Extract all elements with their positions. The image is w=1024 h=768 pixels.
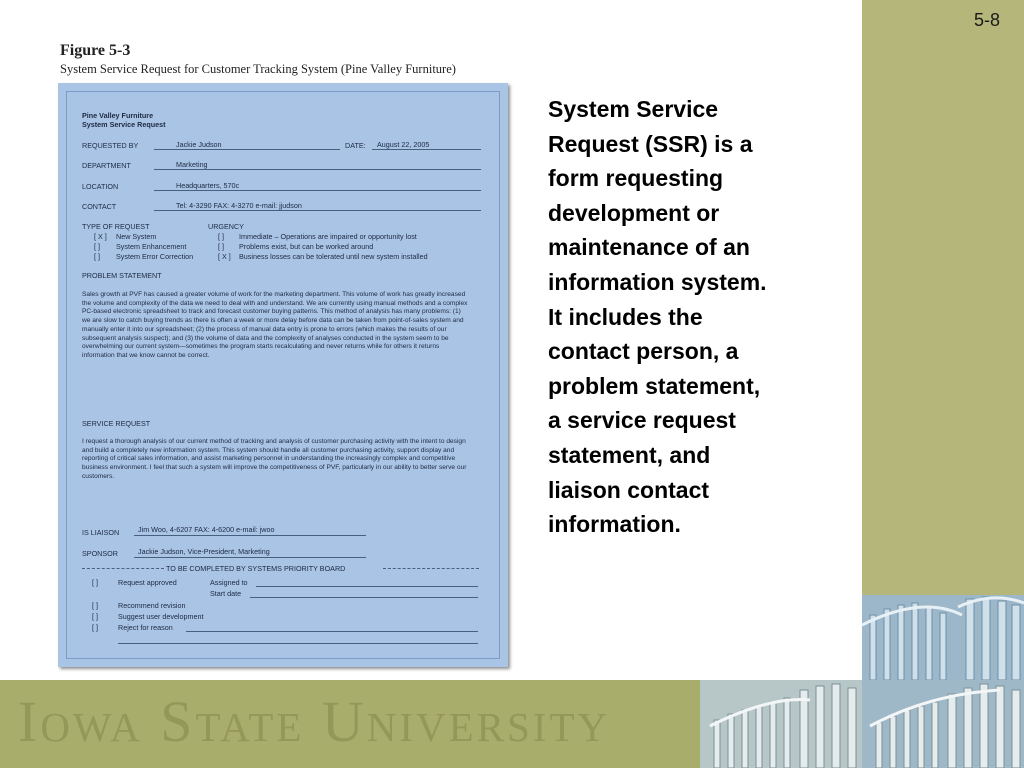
start-date-line [250,597,478,598]
form-border [66,91,500,659]
type-mark-2: [ ] [94,242,100,251]
urgency-mark-3: [ X ] [218,252,231,261]
board-label-2: Recommend revision [118,601,186,610]
contact-value: Tel: 4-3290 FAX: 4-3270 e-mail: jjudson [176,201,302,210]
type-label-1: New System [116,232,157,241]
urgency-label-2: Problems exist, but can be worked around [239,242,374,251]
type-label-2: System Enhancement [116,242,187,251]
location-line [154,190,481,191]
start-date-label: Start date [210,589,242,598]
form-company: Pine Valley Furniture [82,111,154,120]
service-request-heading: SERVICE REQUEST [82,419,151,428]
type-label-3: System Error Correction [116,252,194,261]
service-request-text: I request a thorough analysis of our current method of tracking and analysis of customer purchasing activity with the intent to design and build a completely new information system. This system should handle all customer purchasing activity, support display and reporting of critical sales information, and assist marketing personnel in understanding the increasingly complex and competitive business environment. I feel that such a system will improve the competitiveness of PVF, particularly in our ability to better serve our customers. [82,438,467,480]
location-value: Headquarters, 570c [176,181,240,190]
sponsor-value: Jackie Judson, Vice-President, Marketing [138,547,270,556]
board-dash-right [383,568,479,569]
type-mark-3: [ ] [94,252,100,261]
university-watermark: Iowa State University [18,689,611,754]
form-name: System Service Request [82,120,166,129]
contact-line [154,210,481,211]
sponsor-label: SPONSOR [82,549,118,558]
requested-by-value: Jackie Judson [176,140,222,149]
date-label: DATE: [345,141,366,150]
department-value: Marketing [176,160,208,169]
contact-label: CONTACT [82,202,117,211]
requested-by-line [154,149,340,150]
urgency-label: URGENCY [208,222,244,231]
board-mark-2: [ ] [92,601,98,610]
liaison-line [134,535,366,536]
building-silhouette-art [862,595,1024,680]
board-heading: TO BE COMPLETED BY SYSTEMS PRIORITY BOARD [166,564,346,573]
problem-statement-heading: PROBLEM STATEMENT [82,271,162,280]
department-label: DEPARTMENT [82,161,131,170]
type-of-request-label: TYPE OF REQUEST [82,222,150,231]
department-line [154,169,481,170]
sponsor-line [134,557,366,558]
urgency-mark-2: [ ] [218,242,224,251]
reject-reason-line-2 [118,643,478,644]
board-mark-1: [ ] [92,578,98,587]
assigned-to-line [256,586,478,587]
board-label-1: Request approved [118,578,177,587]
reject-reason-line-1 [186,631,478,632]
banner-building-art [700,680,1024,768]
problem-statement-text: Sales growth at PVF has caused a greater volume of work for the marketing department. This volume of work has greatly increased the volume and complexity of the data we need to deal with and understand. We are currently using manual methods and a complex PC-based electronic spreadsheet to track and forecast customer buying patterns. This method of analysis has many problems: (1) we are slow to catch buying trends as there is often a week or more delay before data can be taken from point-of-sales system and manually enter it into our spreadsheet; (2) the process of manual data entry is prone to errors (which makes the results of our subsequent analysis suspect); and (3) the volume of data and the complexity of analyses conducted in the system seem to be overwhelming our current system—sometimes the program starts recalculating and never returns while for others it returns information that we know cannot be correct. [82,291,468,359]
bottom-banner [0,680,1024,768]
figure-title: Figure 5-3 [60,42,131,59]
date-value: August 22, 2005 [377,140,430,149]
type-mark-1: [ X ] [94,232,107,241]
assigned-to-label: Assigned to [210,578,248,587]
is-liaison-value: Jim Woo, 4-6207 FAX: 4-6200 e-mail: jwoo [138,525,275,534]
board-mark-4: [ ] [92,623,98,632]
date-line [372,149,481,150]
urgency-label-1: Immediate – Operations are impaired or opportunity lost [239,232,417,241]
is-liaison-label: IS LIAISON [82,528,120,537]
ssr-description: System Service Request (SSR) is a form requesting development or maintenance of an information system. It includes the contact person, a problem statement, a service request statement, and liaison contact information. [548,96,767,538]
board-label-4: Reject for reason [118,623,173,632]
board-mark-3: [ ] [92,612,98,621]
board-dash-left [82,568,164,569]
figure-subtitle: System Service Request for Customer Tracking System (Pine Valley Furniture) [60,62,456,76]
urgency-label-3: Business losses can be tolerated until new system installed [239,252,428,261]
page-number: 5-8 [973,10,1000,30]
right-olive-strip [862,0,1024,680]
board-label-3: Suggest user development [118,612,204,621]
location-label: LOCATION [82,182,119,191]
requested-by-label: REQUESTED BY [82,141,139,150]
urgency-mark-1: [ ] [218,232,224,241]
ssr-form [58,83,508,667]
